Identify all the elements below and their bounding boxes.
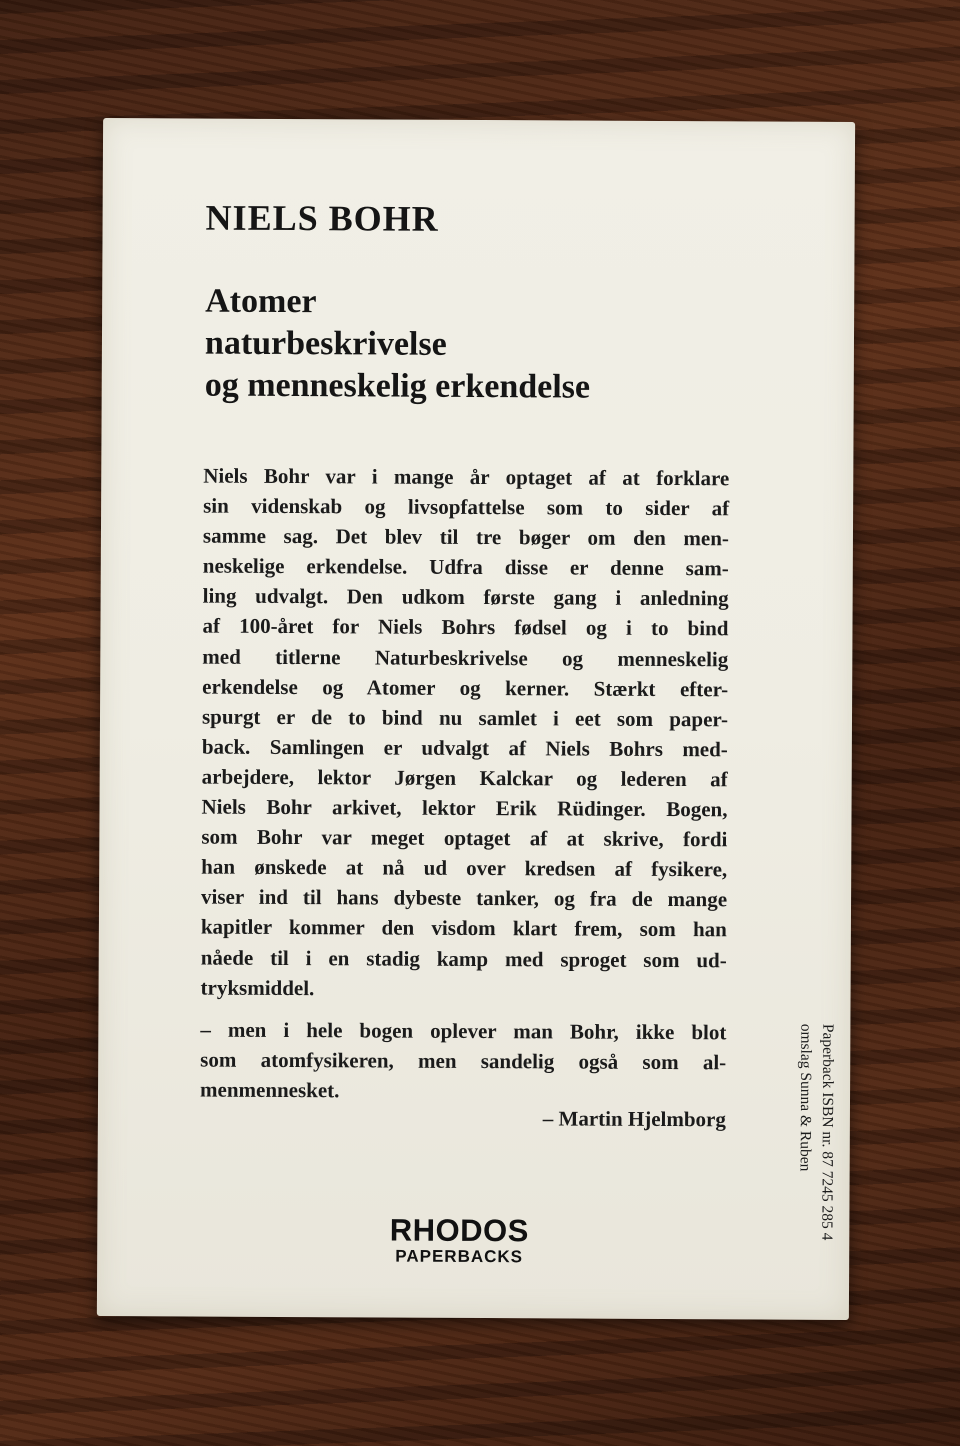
book-back-cover — [97, 118, 855, 1320]
blurb-line: af 100-året for Niels Bohrs fødsel og i to bind — [202, 614, 729, 641]
blurb-line: som Bohr var meget optaget af at skrive, fordi — [201, 824, 728, 852]
review-quote — [200, 1015, 726, 1108]
quote-line: menmennesket. — [199, 1077, 340, 1103]
blurb-line: arbejdere, lektor Jørgen Kalckar og lederen af — [201, 764, 728, 792]
publisher-series: PAPERBACKS — [395, 1246, 524, 1267]
blurb-line: Niels Bohr arkivet, lektor Erik Rüdinger. Bogen, — [201, 794, 728, 822]
quote-line: – men i hele bogen oplever man Bohr, ikke blot — [200, 1017, 727, 1045]
author-name: NIELS BOHR — [205, 197, 439, 239]
credits-line: omslag Sunna & Ruben — [796, 1023, 815, 1172]
blurb-line: ling udvalgt. Den udkom første gang i anledning — [202, 583, 729, 611]
blurb-line: han ønskede at nå ud over kredsen af fysikere, — [201, 854, 728, 882]
isbn-text — [785, 1024, 838, 1264]
quote-line: som atomfysikeren, men sandelig også som al- — [200, 1047, 727, 1075]
blurb-line: nåede til i en stadig kamp med sproget som ud- — [200, 945, 727, 972]
book-title — [205, 281, 591, 409]
title-line: og menneskelig erkendelse — [204, 366, 591, 406]
blurb-text — [201, 461, 730, 1005]
isbn-line: Paperback ISBN nr. 87 7245 285 4 — [818, 1023, 837, 1241]
title-line: Atomer — [205, 282, 317, 321]
blurb-line: Niels Bohr var i mange år optaget af at forklare — [203, 463, 730, 491]
blurb-line: kapitler kommer den visdom klart frem, som han — [200, 914, 727, 942]
blurb-line: med titlerne Naturbeskrivelse og menneskelig — [202, 644, 729, 671]
publisher-logo — [369, 1214, 549, 1267]
blurb-line: samme sag. Det blev til tre bøger om den men- — [202, 523, 730, 551]
blurb-line: tryksmiddel. — [200, 975, 315, 1000]
blurb-line: neskelige erkendelse. Udfra disse er denne sam- — [202, 553, 729, 581]
blurb-line: viser ind til hans dybeste tanker, og fra de mange — [201, 884, 728, 912]
title-line: naturbeskrivelse — [204, 324, 447, 363]
blurb-line: sin videnskab og livsopfattelse som to sider af — [203, 493, 730, 521]
publisher-name: RHODOS — [389, 1212, 529, 1249]
blurb-line: spurgt er de to bind nu samlet i eet som paper- — [201, 704, 729, 732]
blurb-line: erkendelse og Atomer og kerner. Stærkt efter- — [202, 674, 729, 701]
quote-signature: – Martin Hjelmborg — [542, 1106, 726, 1132]
isbn-block — [785, 1024, 838, 1264]
blurb-line: back. Samlingen er udvalgt af Niels Bohrs med- — [201, 734, 728, 762]
